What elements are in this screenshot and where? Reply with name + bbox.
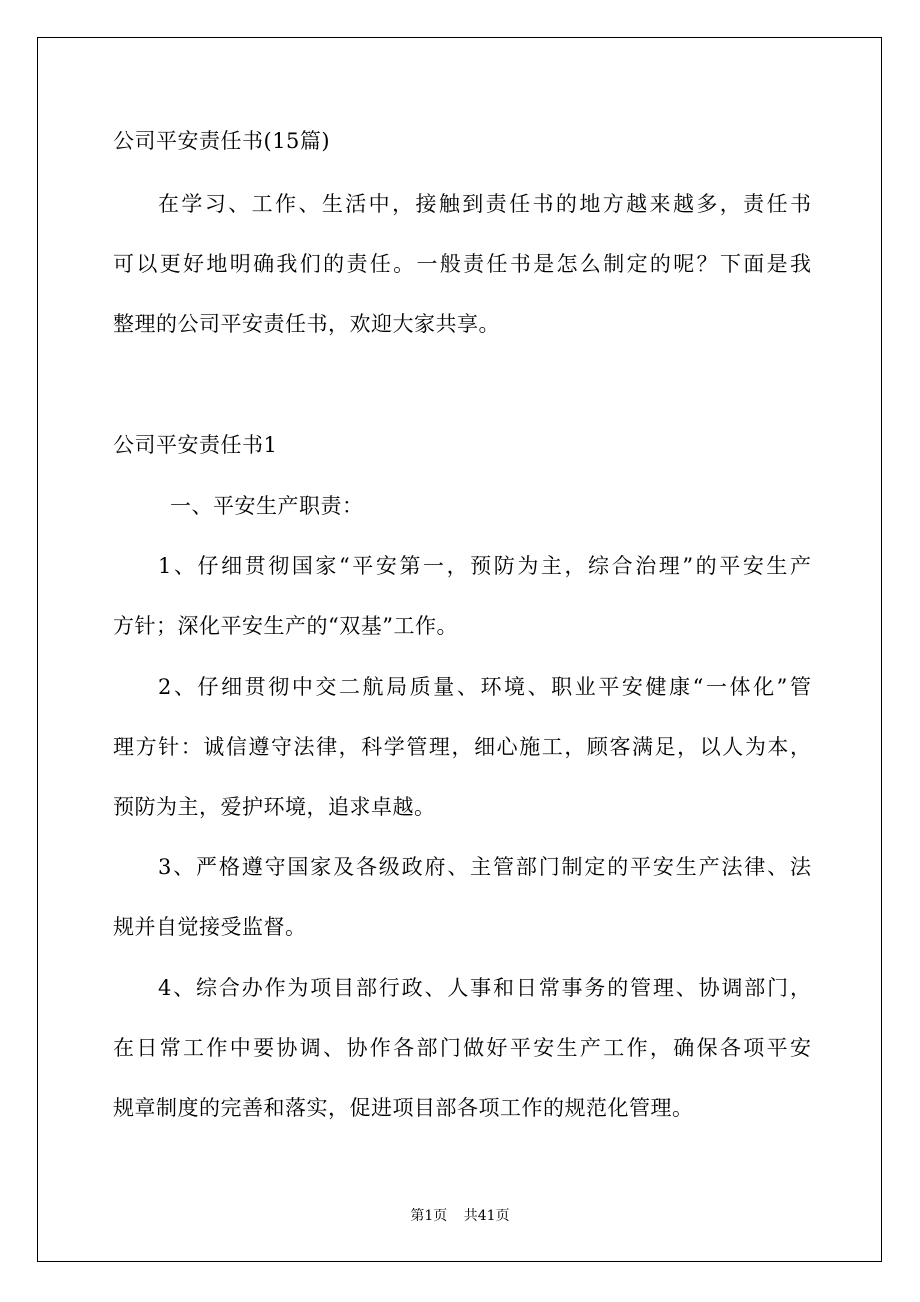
page-border — [37, 37, 882, 1262]
subheading: 一、平安生产职责： — [170, 494, 364, 518]
item-3-line-2: 规并自觉接受监督。 — [113, 915, 307, 939]
item-4-line-3: 规章制度的完善和落实，促进项目部各项工作的规范化管理。 — [113, 1096, 694, 1120]
item-3-line-1: 3、严格遵守国家及各级政府、主管部门制定的平安生产法律、法 — [158, 855, 811, 879]
item-4-line-1: 4、综合办作为项目部行政、人事和日常事务的管理、协调部门， — [158, 976, 811, 1000]
item-2-line-2: 理方针：诚信遵守法律，科学管理，细心施工，顾客满足，以人为本， — [113, 735, 811, 759]
page-footer — [0, 1206, 920, 1226]
intro-line-1: 在学习、工作、生活中，接触到责任书的地方越来越多，责任书 — [158, 192, 811, 216]
intro-line-2: 可以更好地明确我们的责任。一般责任书是怎么制定的呢？下面是我 — [113, 252, 811, 276]
item-2-line-3: 预防为主，爱护环境，追求卓越。 — [113, 795, 436, 819]
intro-line-3: 整理的公司平安责任书，欢迎大家共享。 — [113, 312, 500, 336]
page-number: 第1页 — [410, 1208, 448, 1224]
item-1-line-1: 1、仔细贯彻国家“平安第一，预防为主，综合治理”的平安生产 — [158, 554, 811, 578]
item-4-line-2: 在日常工作中要协调、协作各部门做好平安生产工作，确保各项平安 — [113, 1036, 811, 1060]
item-1-line-2: 方针；深化平安生产的“双基”工作。 — [113, 614, 458, 638]
document-title: 公司平安责任书(15篇) — [113, 129, 331, 153]
item-2-line-1: 2、仔细贯彻中交二航局质量、环境、职业平安健康“一体化”管 — [158, 675, 811, 699]
page-total: 共41页 — [463, 1208, 510, 1224]
section-heading: 公司平安责任书1 — [113, 433, 278, 457]
